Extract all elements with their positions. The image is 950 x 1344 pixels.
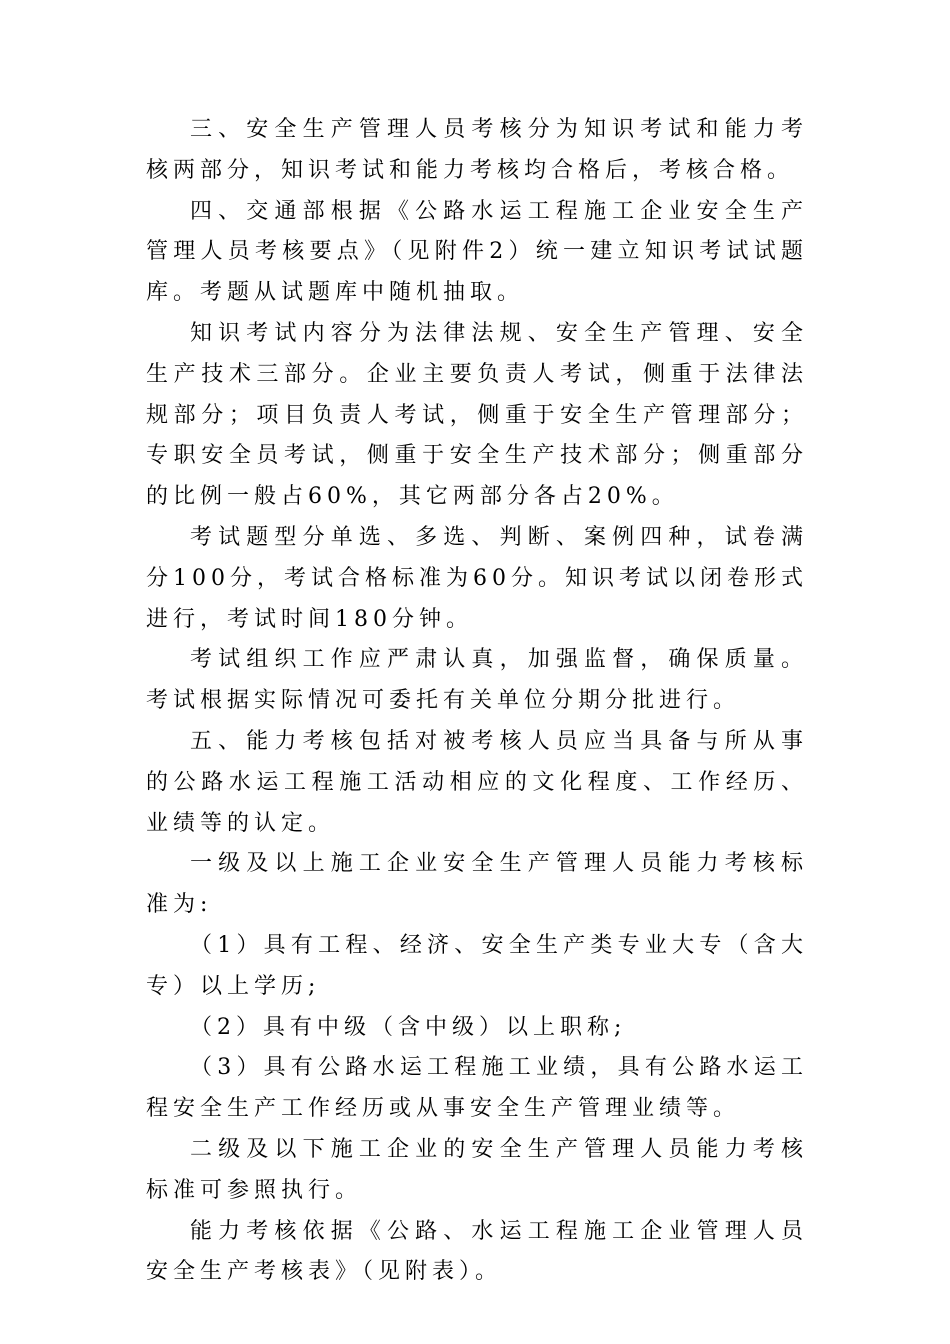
list-item-education: （1）具有工程、经济、安全生产类专业大专（含大专）以上学历;	[146, 932, 808, 999]
paragraph-exam-content: 知识考试内容分为法律法规、安全生产管理、安全生产技术三部分。企业主要负责人考试，侧重于法律法规部分；项目负责人考试，侧重于安全生产管理部分；专职安全员考试，侧重于安全生产技术部分；侧重部分的比例一般占60%，其它两部分各占20%。	[146, 320, 808, 510]
list-item-title: （2）具有中级（含中级）以上职称;	[190, 1014, 627, 1040]
list-item-experience: （3）具有公路水运工程施工业绩，具有公路水运工程安全生产工作经历或从事安全生产管理业绩等。	[146, 1055, 808, 1122]
paragraph-question-bank: 四、交通部根据《公路水运工程施工企业安全生产管理人员考核要点》（见附件2）统一建立知识考试试题库。考题从试题库中随机抽取。	[146, 198, 808, 306]
paragraph-second-level-standard: 二级及以下施工企业的安全生产管理人员能力考核标准可参照执行。	[146, 1136, 808, 1203]
paragraph-exam-organization: 考试组织工作应严肃认真，加强监督，确保质量。考试根据实际情况可委托有关单位分期分批进行。	[146, 647, 808, 714]
paragraph-ability-assessment: 五、能力考核包括对被考核人员应当具备与所从事的公路水运工程施工活动相应的文化程度、工作经历、业绩等的认定。	[146, 728, 808, 836]
paragraph-assessment-basis: 能力考核依据《公路、水运工程施工企业管理人员安全生产考核表》（见附表）。	[146, 1218, 808, 1285]
document-body	[146, 110, 808, 1293]
paragraph-exam-format: 考试题型分单选、多选、判断、案例四种，试卷满分100分，考试合格标准为60分。知识考试以闭卷形式进行，考试时间180分钟。	[146, 524, 808, 632]
paragraph-first-level-standard: 一级及以上施工企业安全生产管理人员能力考核标准为:	[146, 851, 808, 918]
paragraph-assessment-parts: 三、安全生产管理人员考核分为知识考试和能力考核两部分，知识考试和能力考核均合格后，考核合格。	[146, 117, 808, 183]
